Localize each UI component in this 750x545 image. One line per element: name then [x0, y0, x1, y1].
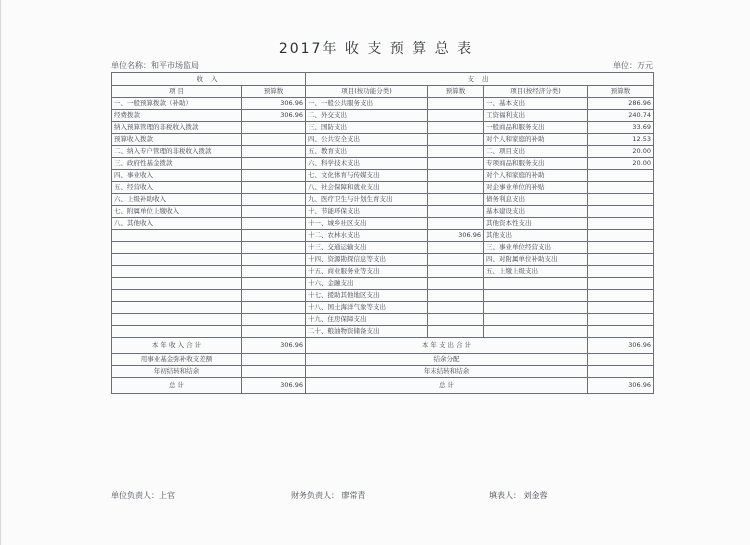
income-item-cell: 七、附属单位上缴收入	[112, 206, 242, 218]
econ-item-cell	[484, 314, 588, 326]
table-row	[112, 266, 654, 278]
income-budget-header: 预算数	[242, 86, 306, 98]
func-item-cell: 十九、住房保障支出	[306, 314, 428, 326]
econ-budget-cell	[588, 242, 654, 254]
surplus-label: 结余分配	[306, 354, 588, 366]
econ-item-cell: 三、事业单位经营支出	[484, 242, 588, 254]
econ-budget-cell	[588, 170, 654, 182]
income-section-header: 收 入	[112, 73, 306, 86]
income-budget-cell	[242, 122, 306, 134]
income-budget-cell	[242, 194, 306, 206]
income-item-cell: 一、一般预算拨款（补助）	[112, 98, 242, 110]
func-item-cell: 十二、农林水支出	[306, 230, 428, 242]
finance-head: 财务负责人： 廖常青	[291, 491, 366, 500]
income-item-cell	[112, 266, 242, 278]
func-budget-header: 预算数	[428, 86, 484, 98]
func-item-cell: 七、文化体育与传媒支出	[306, 170, 428, 182]
func-item-cell: 六、科学技术支出	[306, 158, 428, 170]
income-item-cell	[112, 302, 242, 314]
econ-item-cell: 一般商品和服务支出	[484, 122, 588, 134]
income-item-cell	[112, 254, 242, 266]
func-budget-cell	[428, 170, 484, 182]
income-budget-cell	[242, 326, 306, 338]
table-row	[112, 134, 654, 146]
func-item-cell: 十三、交通运输支出	[306, 242, 428, 254]
econ-budget-header: 预算数	[588, 86, 654, 98]
income-budget-cell	[242, 242, 306, 254]
func-item-cell: 十六、金融支出	[306, 278, 428, 290]
income-budget-cell	[242, 182, 306, 194]
table-row	[112, 206, 654, 218]
column-header-row	[112, 86, 654, 98]
func-item-cell: 十八、国土海洋气象等支出	[306, 302, 428, 314]
func-item-cell: 五、教育支出	[306, 146, 428, 158]
econ-budget-cell: 240.74	[588, 110, 654, 122]
grand-total-row	[112, 378, 654, 394]
income-item-header: 项 目	[112, 86, 242, 98]
econ-budget-cell	[588, 218, 654, 230]
func-item-cell: 二、外交支出	[306, 110, 428, 122]
table-row	[112, 194, 654, 206]
balance-row	[112, 366, 654, 378]
income-item-cell	[112, 242, 242, 254]
econ-budget-cell: 286.96	[588, 98, 654, 110]
econ-item-cell: 债务利息支出	[484, 194, 588, 206]
preparer: 填表人： 刘金蓉	[489, 491, 548, 500]
econ-item-cell: 基本建设支出	[484, 206, 588, 218]
func-budget-cell	[428, 290, 484, 302]
econ-budget-cell: 20.00	[588, 158, 654, 170]
econ-item-cell: 其他资本性支出	[484, 218, 588, 230]
econ-item-cell: 四、对附属单位补助支出	[484, 254, 588, 266]
econ-item-cell: 其他支出	[484, 230, 588, 242]
income-budget-cell	[242, 206, 306, 218]
grand-out-value: 306.96	[588, 378, 654, 394]
income-item-cell: 经费拨款	[112, 110, 242, 122]
income-item-cell	[112, 326, 242, 338]
econ-budget-cell	[588, 194, 654, 206]
func-budget-cell	[428, 182, 484, 194]
income-item-cell	[112, 314, 242, 326]
income-budget-cell: 306.96	[242, 98, 306, 110]
grand-in-value: 306.96	[242, 378, 306, 394]
func-budget-cell	[428, 158, 484, 170]
func-budget-cell	[428, 326, 484, 338]
income-total-value: 306.96	[242, 338, 306, 354]
table-row	[112, 146, 654, 158]
year-end-value	[588, 366, 654, 378]
econ-item-cell	[484, 290, 588, 302]
expenditure-section-header: 支 出	[306, 73, 654, 86]
econ-item-cell: 一、基本支出	[484, 98, 588, 110]
econ-budget-cell	[588, 206, 654, 218]
func-budget-cell	[428, 314, 484, 326]
table-row	[112, 230, 654, 242]
func-item-header: 项目(按功能分类)	[306, 86, 428, 98]
table-row	[112, 110, 654, 122]
func-budget-cell: 306.96	[428, 230, 484, 242]
table-row	[112, 98, 654, 110]
econ-budget-cell	[588, 326, 654, 338]
table-row	[112, 182, 654, 194]
func-budget-cell	[428, 110, 484, 122]
grand-in-label: 总 计	[112, 378, 242, 394]
econ-budget-cell	[588, 254, 654, 266]
income-item-cell: 八、其他收入	[112, 218, 242, 230]
table-row	[112, 158, 654, 170]
surplus-value	[588, 354, 654, 366]
income-budget-cell	[242, 134, 306, 146]
unit-name: 单位名称：和平市场监局	[111, 61, 199, 70]
carry-in-label: 用事业基金弥补收支差额	[112, 354, 242, 366]
table-row	[112, 326, 654, 338]
func-item-cell: 二十、粮油物资储备支出	[306, 326, 428, 338]
func-budget-cell	[428, 194, 484, 206]
func-budget-cell	[428, 122, 484, 134]
income-budget-cell	[242, 146, 306, 158]
func-item-cell: 一、一般公共服务支出	[306, 98, 428, 110]
table-row	[112, 122, 654, 134]
econ-item-cell: 工资福利支出	[484, 110, 588, 122]
expend-total-value: 306.96	[588, 338, 654, 354]
econ-budget-cell	[588, 290, 654, 302]
func-budget-cell	[428, 242, 484, 254]
income-budget-cell	[242, 218, 306, 230]
func-budget-cell	[428, 206, 484, 218]
econ-item-cell	[484, 278, 588, 290]
table-row	[112, 314, 654, 326]
income-item-cell: 三、政府性基金拨款	[112, 158, 242, 170]
income-item-cell: 四、事业收入	[112, 170, 242, 182]
func-budget-cell	[428, 146, 484, 158]
income-total-label: 本 年 收 入 合 计	[112, 338, 242, 354]
prior-balance-value	[242, 366, 306, 378]
econ-item-cell: 二、项目支出	[484, 146, 588, 158]
income-item-cell: 预算收入拨款	[112, 134, 242, 146]
table-row	[112, 242, 654, 254]
econ-item-cell: 对个人和家庭的补助	[484, 134, 588, 146]
econ-budget-cell	[588, 278, 654, 290]
econ-budget-cell	[588, 302, 654, 314]
year-end-label: 年末结转和结余	[306, 366, 588, 378]
econ-item-header: 项目(按经济分类)	[484, 86, 588, 98]
func-budget-cell	[428, 98, 484, 110]
income-budget-cell	[242, 302, 306, 314]
income-budget-cell	[242, 158, 306, 170]
econ-item-cell	[484, 326, 588, 338]
econ-budget-cell: 12.53	[588, 134, 654, 146]
total-row	[112, 338, 654, 354]
income-item-cell: 六、上级补助收入	[112, 194, 242, 206]
econ-budget-cell	[588, 182, 654, 194]
econ-item-cell: 五、上缴上级支出	[484, 266, 588, 278]
econ-budget-cell: 20.00	[588, 146, 654, 158]
econ-item-cell: 对个人和家庭的补助	[484, 170, 588, 182]
table-row	[112, 218, 654, 230]
func-item-cell: 八、社会保障和就业支出	[306, 182, 428, 194]
income-budget-cell	[242, 290, 306, 302]
page-title: 2017年 收 支 预 算 总 表	[278, 41, 474, 57]
func-item-cell: 十四、资源勘探信息等支出	[306, 254, 428, 266]
income-item-cell	[112, 278, 242, 290]
econ-item-cell	[484, 302, 588, 314]
econ-budget-cell	[588, 230, 654, 242]
func-item-cell: 十五、商业服务业等支出	[306, 266, 428, 278]
income-budget-cell	[242, 230, 306, 242]
func-item-cell: 九、医疗卫生与计划生育支出	[306, 194, 428, 206]
income-budget-cell: 306.96	[242, 110, 306, 122]
func-budget-cell	[428, 134, 484, 146]
table-row	[112, 290, 654, 302]
econ-item-cell: 对企事业单位的补贴	[484, 182, 588, 194]
func-item-cell: 十、节能环保支出	[306, 206, 428, 218]
table-row	[112, 170, 654, 182]
prior-balance-label: 年初结转和结余	[112, 366, 242, 378]
income-item-cell: 二、纳入专户管理的非税收入拨款	[112, 146, 242, 158]
table-row	[112, 254, 654, 266]
carry-row	[112, 354, 654, 366]
econ-budget-cell	[588, 266, 654, 278]
table-row	[112, 302, 654, 314]
func-item-cell: 三、国防支出	[306, 122, 428, 134]
econ-budget-cell: 33.69	[588, 122, 654, 134]
income-item-cell: 纳入预算管理的非税收入拨款	[112, 122, 242, 134]
income-budget-cell	[242, 314, 306, 326]
section-header-row	[112, 73, 654, 86]
income-budget-cell	[242, 266, 306, 278]
func-budget-cell	[428, 266, 484, 278]
carry-in-value	[242, 354, 306, 366]
unit-label: 单位：万元	[613, 61, 653, 70]
econ-budget-cell	[588, 314, 654, 326]
expend-total-label: 本 年 支 出 合 计	[306, 338, 588, 354]
func-item-cell: 十一、城乡社区支出	[306, 218, 428, 230]
income-item-cell: 五、经营收入	[112, 182, 242, 194]
income-budget-cell	[242, 278, 306, 290]
budget-table	[111, 72, 654, 394]
func-budget-cell	[428, 278, 484, 290]
func-budget-cell	[428, 218, 484, 230]
income-budget-cell	[242, 254, 306, 266]
func-item-cell: 四、公共安全支出	[306, 134, 428, 146]
income-budget-cell	[242, 170, 306, 182]
func-item-cell: 十七、援助其他地区支出	[306, 290, 428, 302]
func-budget-cell	[428, 254, 484, 266]
grand-out-label: 总 计	[306, 378, 588, 394]
unit-head: 单位负责人：上官	[111, 491, 175, 500]
econ-item-cell: 专项商品和服务支出	[484, 158, 588, 170]
table-row	[112, 278, 654, 290]
income-item-cell	[112, 230, 242, 242]
func-budget-cell	[428, 302, 484, 314]
income-item-cell	[112, 290, 242, 302]
